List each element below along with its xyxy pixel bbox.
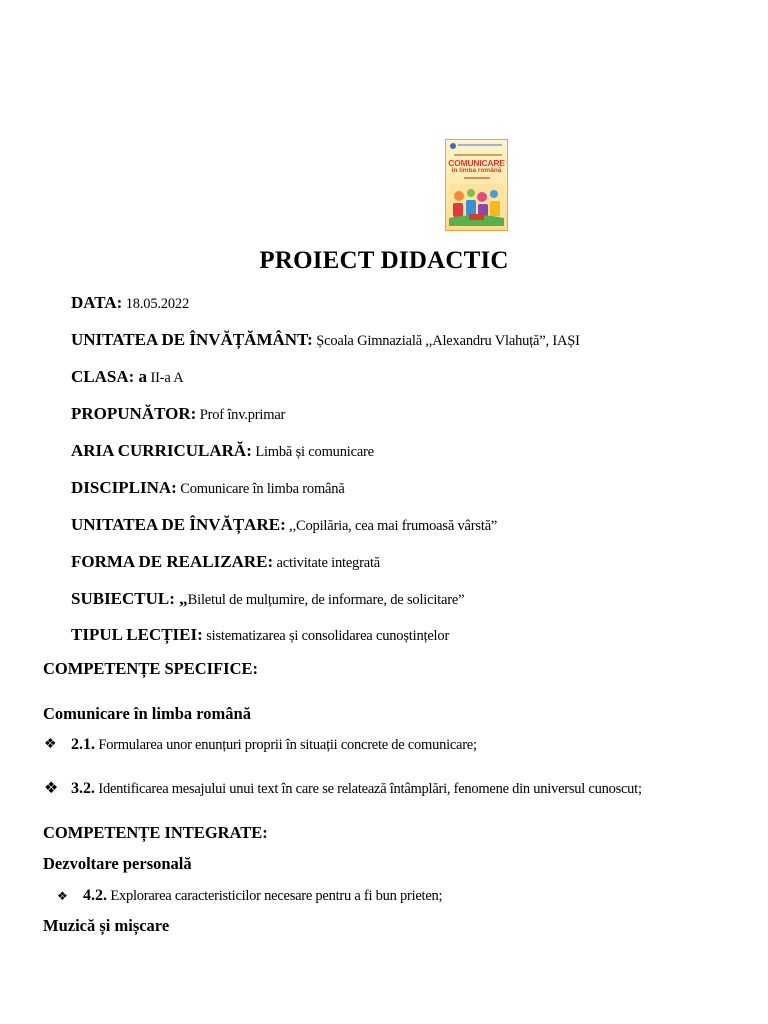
info-label: DATA — [71, 293, 117, 312]
info-value: activitate integrată — [273, 555, 381, 571]
section-heading-competente-integrate: COMPETENȚE INTEGRATE: — [43, 823, 268, 842]
info-row-tipul-lectiei — [71, 625, 449, 646]
info-row-disciplina — [71, 478, 345, 499]
competence-text: Identificarea mesajului unui text în care se relatează întâmplări, fenomene din universul cunoscut; — [95, 781, 642, 797]
info-separator: : — [246, 441, 252, 460]
info-row-aria-curriculara — [71, 441, 374, 462]
info-separator: : — [116, 293, 123, 312]
info-separator: : — [171, 478, 177, 497]
document-title: PROIECT DIDACTIC — [259, 247, 509, 274]
ministry-seal-icon — [450, 143, 456, 149]
cover-header-line — [458, 144, 502, 146]
info-value: Școala Gimnazială ,,Alexandru Vlahuță”, IAȘI — [312, 333, 580, 349]
info-label: SUBIECTUL: „ — [71, 589, 188, 608]
info-value: Comunicare în limba română — [176, 481, 345, 497]
info-row-unitatea-invatamant — [71, 330, 580, 351]
info-value: Prof înv.primar — [196, 407, 286, 423]
diamond-bullet-icon: ❖ — [44, 780, 59, 797]
cover-subtitle-line — [464, 177, 490, 179]
info-label: UNITATEA DE ÎNVĂȚARE — [71, 515, 281, 534]
info-row-unitatea-invatare — [71, 515, 497, 536]
cover-title-line2: în limba română — [451, 167, 502, 174]
info-value: Biletul de mulțumire, de informare, de solicitare” — [187, 592, 465, 608]
info-row-subiectul — [71, 589, 464, 610]
competence-number: 4.2. — [83, 887, 107, 904]
info-label: TIPUL LECȚIEI: — [71, 625, 203, 644]
subject-heading-dezvoltare-personala: Dezvoltare personală — [43, 854, 192, 873]
info-value: Limbă și comunicare — [251, 444, 374, 460]
subject-heading-muzica-miscare: Muzică și mișcare — [43, 916, 170, 935]
info-label: UNITATEA DE ÎNVĂȚĂMÂNT: — [71, 330, 313, 349]
info-row-propunator — [71, 404, 285, 425]
info-value: sistematizarea și consolidarea cunoștințelor — [202, 628, 450, 644]
info-label: ARIA CURRICULARĂ — [71, 441, 247, 460]
cover-authors-line — [454, 154, 502, 156]
cover-children-illustration — [449, 184, 504, 226]
book-cover-image — [445, 139, 508, 231]
info-label: PROPUNĂTOR: — [71, 404, 197, 423]
competence-item — [44, 779, 642, 799]
info-value: II-a A — [147, 370, 184, 386]
info-row-forma-realizare — [71, 552, 380, 573]
info-row-data — [71, 293, 189, 314]
competence-item — [57, 886, 442, 906]
competence-number: 3.2. — [71, 780, 95, 797]
competence-number: 2.1. — [71, 736, 95, 753]
section-heading-competente-specifice: COMPETENȚE SPECIFICE: — [43, 659, 258, 678]
info-value: 18.05.2022 — [122, 296, 190, 312]
info-separator: : — [280, 515, 286, 534]
competence-text: Formularea unor enunțuri proprii în situații concrete de comunicare; — [95, 737, 477, 753]
subject-heading-comunicare: Comunicare în limba română — [43, 704, 251, 723]
diamond-bullet-icon: ❖ — [44, 737, 57, 752]
info-value: ,,Copilăria, cea mai frumoasă vârstă” — [285, 518, 498, 534]
competence-text: Explorarea caracteristicilor necesare pentru a fi bun prieten; — [107, 888, 443, 904]
diamond-bullet-icon: ❖ — [57, 889, 68, 903]
info-label: DISCIPLINA — [71, 478, 172, 497]
info-label: FORMA DE REALIZARE: — [71, 552, 274, 571]
info-row-clasa — [71, 367, 184, 388]
info-label: CLASA: a — [71, 367, 148, 386]
competence-item — [44, 735, 477, 755]
cover-title-line1: COMUNICARE — [448, 158, 505, 168]
